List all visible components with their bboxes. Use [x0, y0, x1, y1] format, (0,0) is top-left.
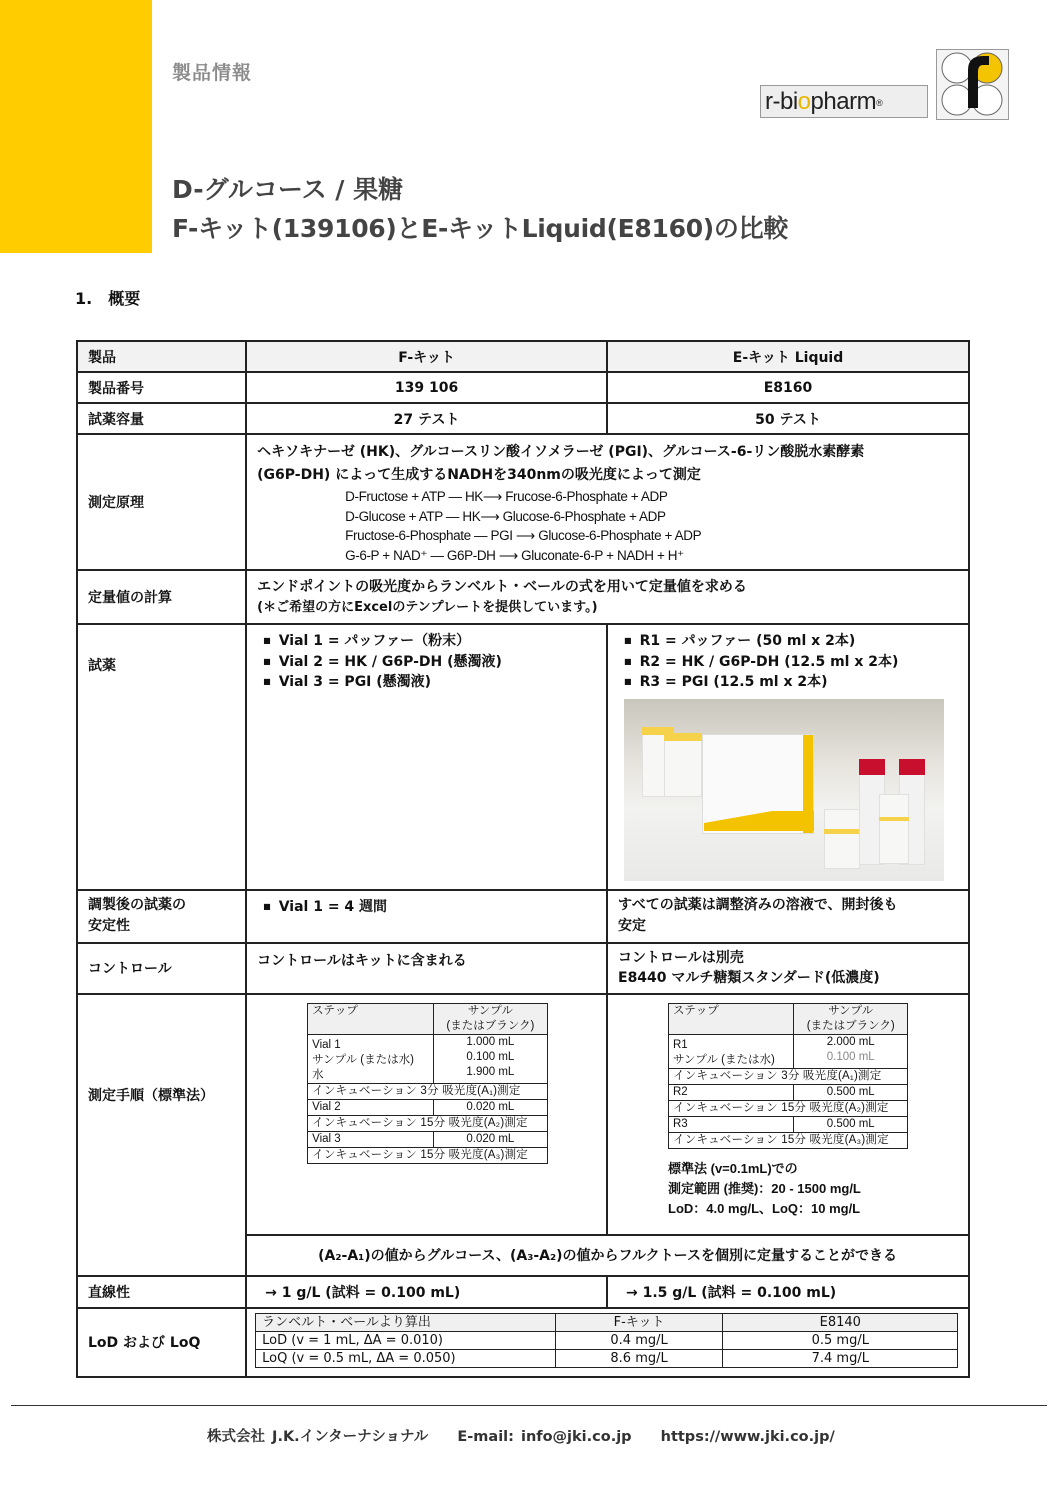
f-kit-product-number: 139 106 [246, 372, 607, 403]
row-label: 製品 [77, 341, 246, 372]
row-label: 試薬 [77, 624, 246, 890]
equation: D-Glucose + ATP — HK⟶ Glucose-6-Phosphate + ADP [345, 508, 666, 524]
e-kit-control: コントロールは別売 E8440 マルチ糖類スタンダード(低濃度) [607, 943, 969, 994]
table-row [77, 1308, 969, 1377]
footer-email[interactable]: E-mail: info@jki.co.jp [457, 1429, 632, 1445]
table-row [77, 994, 969, 1235]
footer-divider [11, 1405, 1047, 1406]
table-row [77, 1276, 969, 1308]
row-label: LoD および LoQ [77, 1308, 246, 1377]
f-kit-procedure-table: ステップ サンプル (またはブランク) Vial 1 サンプル (または水) 水 1.000 mL 0.100 mL 1.900 mL インキュベーション 3分 吸光度(A₁)測定 Vial 2 0.020 mL インキュベーション 15分 吸光度(A₂)測定 Vial 3 0.020 mL インキュベーション 15分 吸光度(A₃)測定 [307, 1003, 548, 1164]
calculation-text: エンドポイントの吸光度からランベルト・ベールの式を用いて定量値を求める [257, 579, 747, 595]
yellow-accent-bar [0, 0, 152, 253]
row-label: 測定原理 [77, 434, 246, 570]
reagent-item: ■ Vial 3 = PGI (懸濁液) [263, 672, 596, 693]
footer-company: 株式会社 J.K.インターナショナル [207, 1429, 429, 1445]
e-kit-procedure [607, 994, 969, 1235]
page-title-line1: D-グルコース / 果糖 [172, 175, 404, 204]
row-label: 試薬容量 [77, 403, 246, 434]
footer-url[interactable]: https://www.jki.co.jp/ [660, 1429, 835, 1445]
e-kit-stability: すべての試薬は調整済みの溶液で、開封後も 安定 [607, 890, 969, 943]
row-label: 調製後の試薬の 安定性 [77, 890, 246, 943]
table-header-row [77, 341, 969, 372]
equation: Fructose-6-Phosphate — PGI ⟶ Glucose-6-Phosphate + ADP [345, 528, 702, 543]
section-heading: 1. 概要 [75, 289, 141, 308]
doc-category-label: 製品情報 [172, 62, 253, 84]
f-kit-stability [246, 890, 607, 943]
table-row [77, 570, 969, 624]
table-row [77, 403, 969, 434]
lod-loq-cell [246, 1308, 969, 1377]
row-label: 測定手順（標準法） [77, 994, 246, 1276]
footer [207, 1425, 857, 1446]
table-row [77, 943, 969, 994]
reagent-item: ■ R2 = HK / G6P-DH (12.5 ml x 2本) [624, 652, 958, 673]
reagent-item: ■ Vial 2 = HK / G6P-DH (懸濁液) [263, 652, 596, 673]
principle-cell [246, 434, 969, 570]
table-row [77, 890, 969, 943]
row-label: 定量値の計算 [77, 570, 246, 624]
e-kit-linearity: → 1.5 g/L (試料 = 0.100 mL) [607, 1276, 969, 1308]
row-label: コントロール [77, 943, 246, 994]
e-kit-product-number: E8160 [607, 372, 969, 403]
lod-loq-table: ランベルト・ベールより算出 F-キット E8140 LoD (v = 1 mL, ΔA = 0.010) 0.4 mg/L 0.5 mg/L LoQ (v = 0.5 mL, ΔA = 0.050) 8.6 mg/L 7.4 mg/L [255, 1313, 958, 1368]
f-kit-linearity: → 1 g/L (試料 = 0.100 mL) [246, 1276, 607, 1308]
row-label: 製品番号 [77, 372, 246, 403]
procedure-shared-note: (A₂-A₁)の値からグルコース、(A₃-A₂)の値からフルクトースを個別に定量することができる [246, 1235, 969, 1276]
e-kit-range-note: 標準法 (v=0.1mL)での 測定範囲 (推奨)：20 - 1500 mg/L LoD：4.0 mg/L、LoQ：10 mg/L [668, 1160, 861, 1216]
product-photo [624, 699, 944, 881]
table-row [77, 624, 969, 890]
table-row [77, 372, 969, 403]
f-kit-procedure [246, 994, 607, 1235]
e-kit-reagents [607, 624, 969, 890]
row-label: 直線性 [77, 1276, 246, 1308]
principle-text: ヘキソキナーゼ (HK)、グルコースリン酸イソメラーゼ (PGI)、グルコース-6-リン酸脱水素酵素 [257, 444, 865, 460]
r-biopharm-logo [760, 49, 1010, 121]
logo-wordmark: r-biopharm® [760, 85, 928, 118]
e-kit-procedure-table: ステップ サンプル (またはブランク) R1 サンプル (または水) 2.000 mL 0.100 mL インキュベーション 3分 吸光度(A₁)測定 R2 0.500 mL インキュベーション 15分 吸光度(A₂)測定 R3 0.500 mL インキュベーション 15分 吸光度(A₃)測定 [668, 1003, 908, 1149]
table-row [77, 434, 969, 570]
logo-mark-icon [936, 49, 1009, 120]
col-header-e-kit: E-キット Liquid [607, 341, 969, 372]
page-title-line2: F-キット(139106)とE-キットLiquid(E8160)の比較 [172, 214, 789, 243]
equation: D-Fructose + ATP — HK⟶ Frucose-6-Phosphate + ADP [345, 489, 668, 504]
reagent-item: ■ R1 = パッファー (50 ml x 2本) [624, 631, 958, 652]
reagent-item: ■ Vial 1 = パッファー（粉末） [263, 631, 596, 652]
calculation-note: (＊ご希望の方にExcelのテンプレートを提供しています。) [257, 600, 598, 615]
calculation-cell [246, 570, 969, 624]
f-kit-reagents [246, 624, 607, 890]
principle-text: (G6P-DH) によって生成するNADHを340nmの吸光度によって測定 [257, 467, 701, 483]
reagent-item: ■ R3 = PGI (12.5 ml x 2本) [624, 672, 958, 693]
e-kit-capacity: 50 テスト [607, 403, 969, 434]
f-kit-control: コントロールはキットに含まれる [246, 943, 607, 994]
stability-item: ■ Vial 1 = 4 週間 [263, 897, 596, 918]
equation: G-6-P + NAD⁺ — G6P-DH ⟶ Gluconate-6-P + NADH + H⁺ [345, 547, 684, 563]
f-kit-capacity: 27 テスト [246, 403, 607, 434]
comparison-table [76, 340, 970, 1378]
col-header-f-kit: F-キット [246, 341, 607, 372]
